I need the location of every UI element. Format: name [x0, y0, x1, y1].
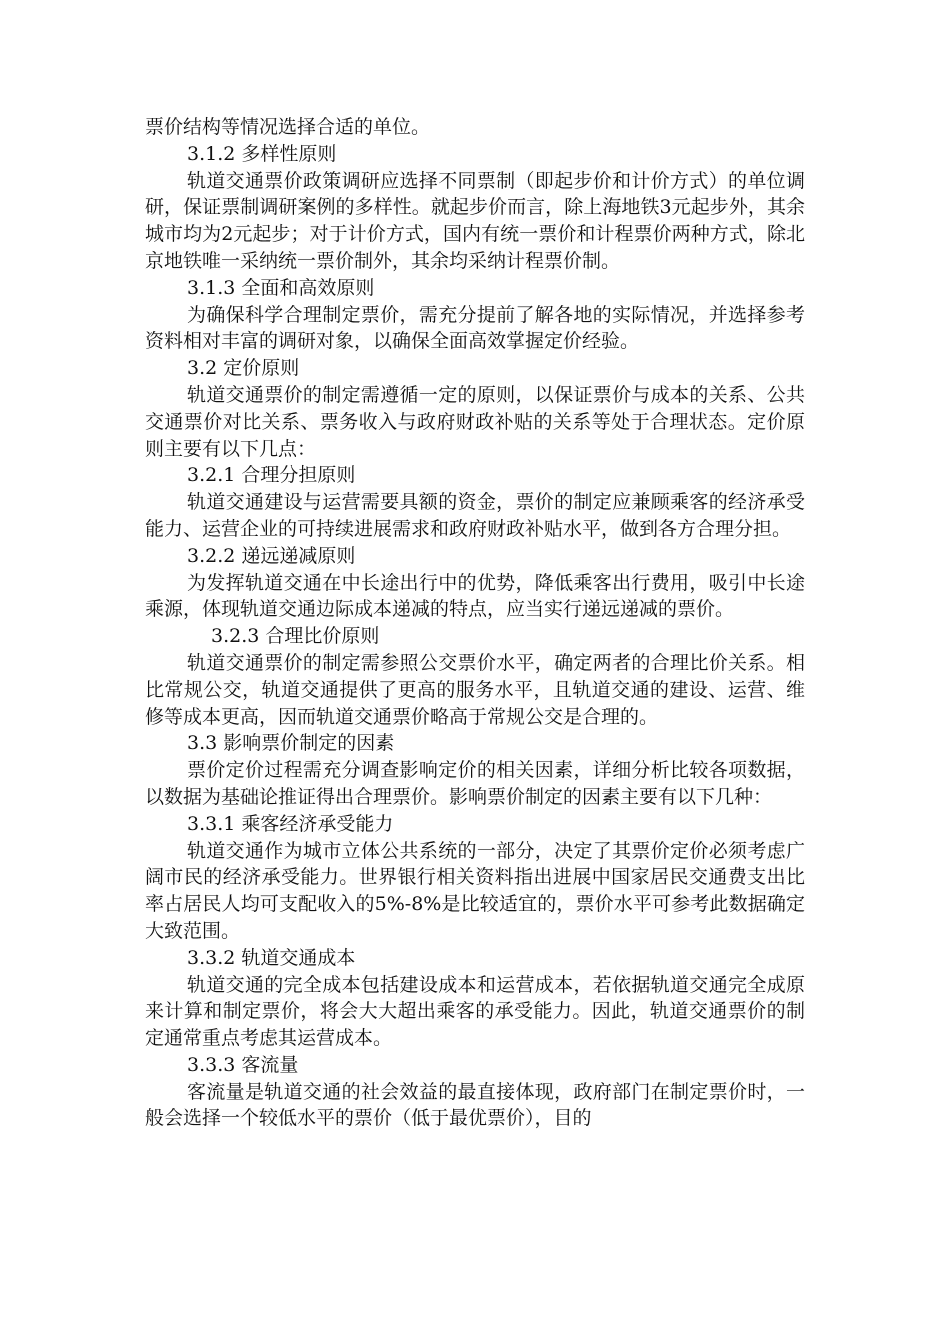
paragraph: 轨道交通建设与运营需要具额的资金，票价的制定应兼顾乘客的经济承受能力、运营企业的可持续进展需求和政府财政补贴水平，做到各方合理分担。 — [145, 491, 805, 540]
paragraph: 为发挥轨道交通在中长途出行中的优势，降低乘客出行费用，吸引中长途乘源，体现轨道交通边际成本递减的特点，应当实行递远递减的票价。 — [145, 571, 805, 621]
section-heading: 3.2.2 递远递减原则 — [187, 544, 356, 567]
paragraph: 票价定价过程需充分调查影响定价的相关因素，详细分析比较各项数据，以数据为基础论推证得出合理票价。影响票价制定的因素主要有以下几种： — [145, 759, 805, 808]
section-heading: 3.1.3 全面和高效原则 — [187, 276, 375, 299]
paragraph: 轨道交通票价的制定需参照公交票价水平，确定两者的合理比价关系。相比常规公交，轨道交通提供了更高的服务水平，且轨道交通的建设、运营、维修等成本更高，因而轨道交通票价略高于常规公交是合理的。 — [145, 651, 805, 728]
section-heading: 3.2.1 合理分担原则 — [187, 464, 356, 487]
section-heading: 3.2.3 合理比价原则 — [211, 625, 380, 648]
section-heading: 3.3.3 客流量 — [187, 1053, 299, 1076]
paragraph: 票价结构等情况选择合适的单位。 — [145, 116, 431, 138]
paragraph: 轨道交通票价政策调研应选择不同票制（即起步价和计价方式）的单位调研，保证票制调研案例的多样性。就起步价而言，除上海地铁3元起步外，其余城市均为2元起步；对于计价方式，国内有统一票价和计程票价两种方式，除北京地铁唯一采纳统一票价制外，其余均采纳计程票价制。 — [145, 169, 805, 272]
section-heading: 3.3.2 轨道交通成本 — [187, 946, 356, 969]
section-heading: 3.3 影响票价制定的因素 — [187, 732, 395, 755]
document-body — [145, 114, 805, 1132]
section-heading: 3.3.1 乘客经济承受能力 — [187, 812, 394, 835]
paragraph: 轨道交通票价的制定需遵循一定的原则，以保证票价与成本的关系、公共交通票价对比关系、票务收入与政府财政补贴的关系等处于合理状态。定价原则主要有以下几点： — [145, 383, 805, 460]
paragraph: 客流量是轨道交通的社会效益的最直接体现，政府部门在制定票价时，一般会选择一个较低水平的票价（低于最优票价），目的 — [145, 1080, 805, 1130]
paragraph: 轨道交通作为城市立体公共系统的一部分，决定了其票价定价必须考虑广阔市民的经济承受能力。世界银行相关资料指出进展中国家居民交通费支出比率占居民人均可支配收入的5%-8%是比较适宜的，票价水平可参考此数据确定大致范围。 — [145, 839, 805, 942]
paragraph: 为确保科学合理制定票价，需充分提前了解各地的实际情况，并选择参考资料相对丰富的调研对象，以确保全面高效掌握定价经验。 — [145, 303, 805, 353]
paragraph: 轨道交通的完全成本包括建设成本和运营成本，若依据轨道交通完全成原来计算和制定票价，将会大大超出乘客的承受能力。因此，轨道交通票价的制定通常重点考虑其运营成本。 — [145, 973, 805, 1050]
section-heading: 3.2 定价原则 — [187, 357, 300, 380]
section-heading: 3.1.2 多样性原则 — [187, 142, 337, 165]
